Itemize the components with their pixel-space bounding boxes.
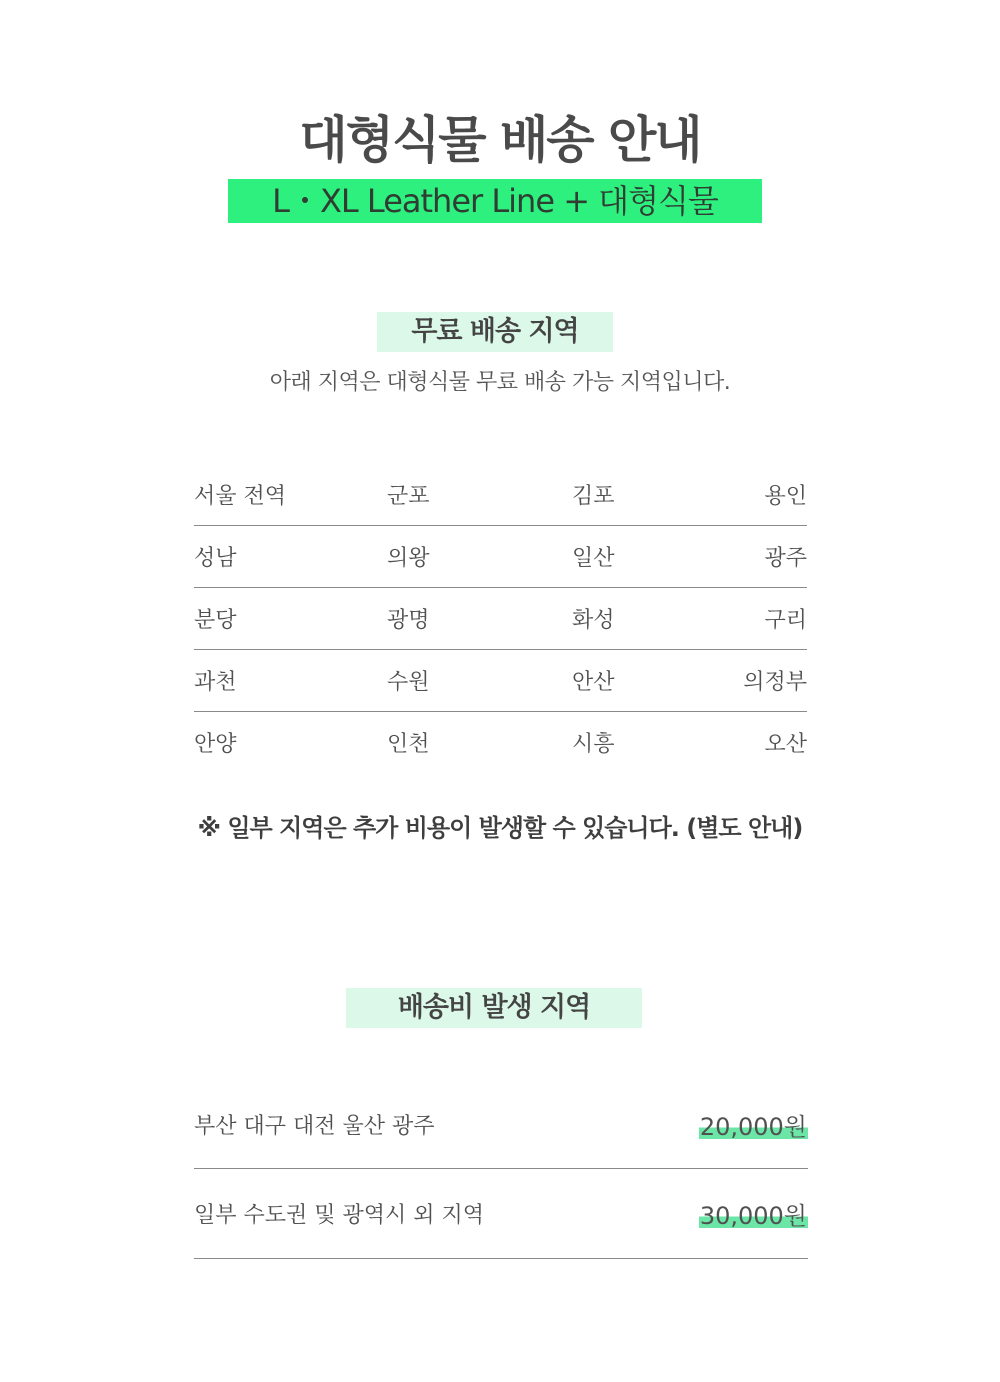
free-shipping-heading: 무료 배송 지역 <box>377 312 613 352</box>
fee-price: 30,000원 <box>699 1196 808 1231</box>
region-cell: 화성 <box>572 608 615 633</box>
region-cell: 광명 <box>387 608 430 633</box>
region-cell: 시흥 <box>572 732 615 757</box>
region-cell: 김포 <box>572 484 615 509</box>
region-cell: 과천 <box>194 670 237 695</box>
region-cell: 성남 <box>194 546 237 571</box>
fee-region: 부산 대구 대전 울산 광주 <box>194 1113 435 1139</box>
region-cell: 오산 <box>764 732 807 757</box>
region-cell: 수원 <box>387 670 430 695</box>
fee-row <box>194 1169 808 1259</box>
region-cell: 광주 <box>764 546 807 571</box>
region-row <box>194 712 807 773</box>
extra-cost-notice: ※ 일부 지역은 추가 비용이 발생할 수 있습니다. (별도 안내) <box>197 814 803 842</box>
region-row <box>194 464 807 526</box>
region-cell: 군포 <box>387 484 430 509</box>
region-row <box>194 588 807 650</box>
region-cell: 서울 전역 <box>194 484 287 509</box>
region-cell: 안양 <box>194 732 237 757</box>
region-cell: 용인 <box>764 484 807 509</box>
region-cell: 의정부 <box>743 670 807 695</box>
shipping-fee-table <box>194 1080 808 1259</box>
region-cell: 구리 <box>764 608 807 633</box>
free-region-table <box>194 464 807 773</box>
fee-price: 20,000원 <box>699 1107 808 1142</box>
region-cell: 의왕 <box>387 546 430 571</box>
shipping-fee-heading: 배송비 발생 지역 <box>346 988 642 1028</box>
fee-region: 일부 수도권 및 광역시 외 지역 <box>194 1203 484 1228</box>
region-cell: 일산 <box>572 546 615 571</box>
region-cell: 안산 <box>572 670 615 695</box>
fee-row <box>194 1080 808 1169</box>
region-row <box>194 526 807 588</box>
subtitle-banner: L・XL Leather Line + 대형식물 <box>228 179 762 223</box>
region-row <box>194 650 807 712</box>
region-cell: 인천 <box>387 732 430 757</box>
free-shipping-description: 아래 지역은 대형식물 무료 배송 가능 지역입니다. <box>269 370 731 395</box>
page-title: 대형식물 배송 안내 <box>299 111 701 169</box>
region-cell: 분당 <box>194 608 237 633</box>
